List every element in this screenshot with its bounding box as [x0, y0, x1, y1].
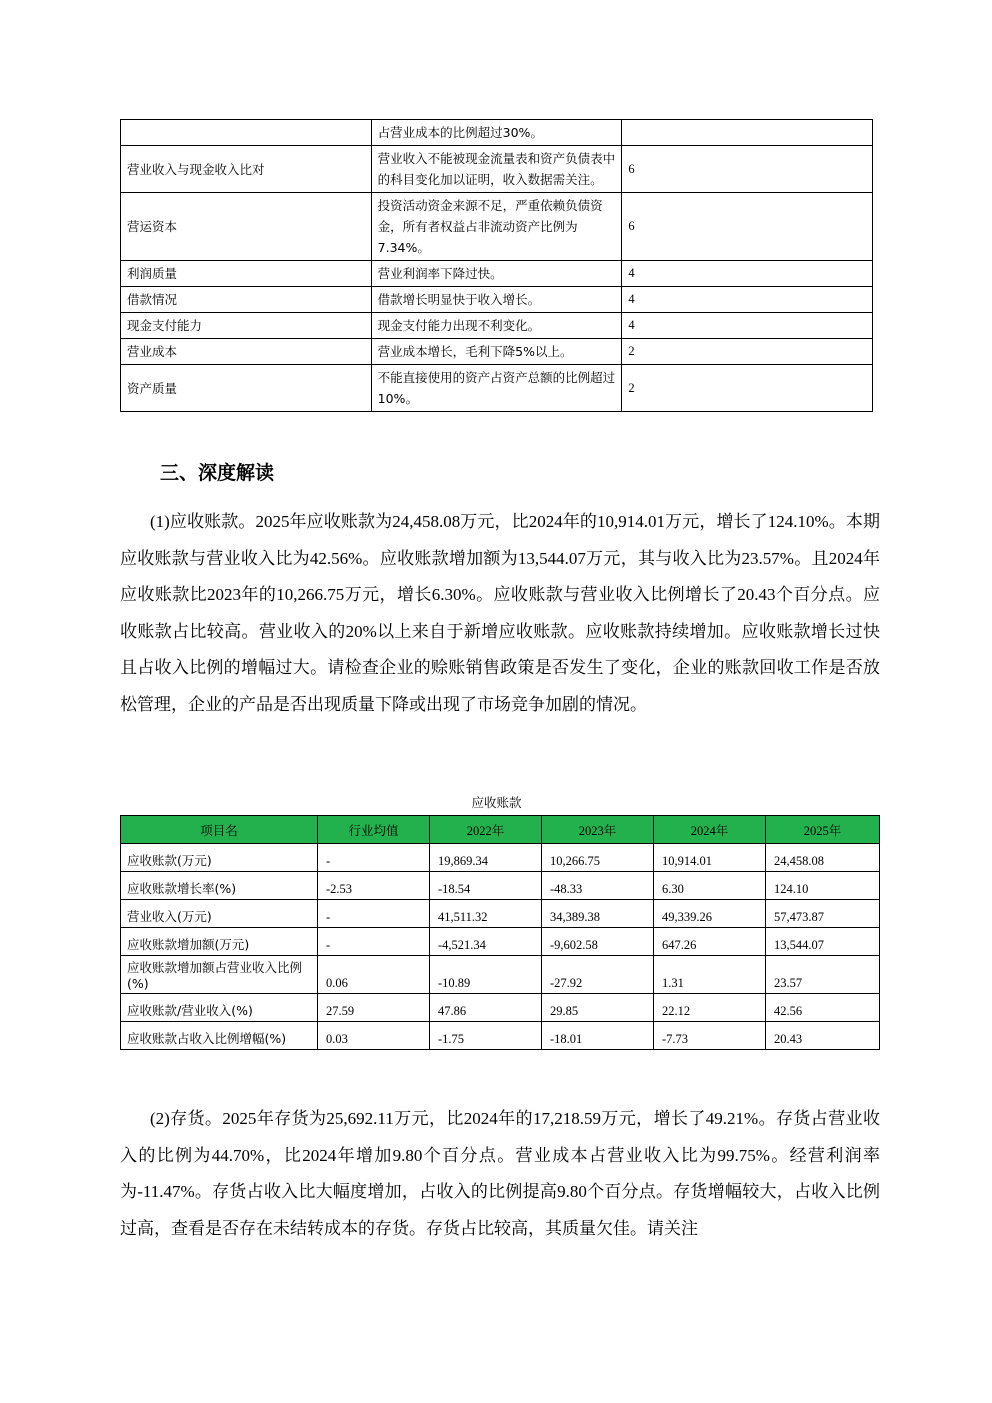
table-row — [121, 956, 880, 994]
risk-item-description: 占营业成本的比例超过30%。 — [371, 120, 622, 146]
table-cell: 34,389.38 — [542, 900, 654, 928]
row-label: 营业收入(万元) — [121, 900, 318, 928]
row-label: 应收账款占收入比例增幅(%) — [121, 1022, 318, 1050]
section-heading: 三、深度解读 — [160, 462, 275, 484]
column-header: 2024年 — [654, 816, 766, 844]
table-row — [121, 1022, 880, 1050]
table-cell: -1.75 — [430, 1022, 542, 1050]
risk-item-score: 2 — [622, 365, 873, 412]
risk-row — [121, 313, 873, 339]
table-cell: -9,602.58 — [542, 928, 654, 956]
risk-item-name: 营运资本 — [121, 193, 372, 261]
risk-item-description: 投资活动资金来源不足，严重依赖负债资金，所有者权益占非流动资产比例为7.34%。 — [371, 193, 622, 261]
table-cell: 0.06 — [318, 956, 430, 994]
row-label: 应收账款(万元) — [121, 844, 318, 872]
risk-row — [121, 120, 873, 146]
table-cell: 647.26 — [654, 928, 766, 956]
risk-item-name — [121, 120, 372, 146]
table-cell: 24,458.08 — [766, 844, 880, 872]
column-header: 2023年 — [542, 816, 654, 844]
column-header: 2025年 — [766, 816, 880, 844]
row-label: 应收账款增加额(万元) — [121, 928, 318, 956]
risk-item-description: 营业收入不能被现金流量表和资产负债表中的科目变化加以证明，收入数据需关注。 — [371, 146, 622, 193]
risk-item-name: 营业收入与现金收入比对 — [121, 146, 372, 193]
table-row — [121, 872, 880, 900]
table-cell: 57,473.87 — [766, 900, 880, 928]
table-caption: 应收账款 — [471, 795, 522, 810]
table-row — [121, 844, 880, 872]
table-cell: 49,339.26 — [654, 900, 766, 928]
receivables-paragraph: (1)应收账款。2025年应收账款为24,458.08万元，比2024年的10,914.01万元，增长了124.10%。本期应收账款与营业收入比为42.56%。应收账款增加额为13,544.07万元，其与收入比为23.57%。且2024年应收账款比2023年的10,266.75万元，增长6.30%。应收账款与营业收入比例增长了20.43个百分点。应收账款占比较高。营业收入的20%以上来自于新增应收账款。应收账款持续增加。应收账款增长过快且占收入比例的增幅过大。请检查企业的赊账销售政策是否发生了变化，企业的账款回收工作是否放松管理，企业的产品是否出现质量下降或出现了市场竞争加剧的情况。 — [120, 512, 880, 714]
risk-row — [121, 193, 873, 261]
risk-item-description: 营业利润率下降过快。 — [371, 261, 622, 287]
risk-item-name: 资产质量 — [121, 365, 372, 412]
risk-item-name: 营业成本 — [121, 339, 372, 365]
risk-item-score — [622, 120, 873, 146]
risk-assessment-table — [120, 119, 873, 412]
table-cell: 10,266.75 — [542, 844, 654, 872]
table-cell: 47.86 — [430, 994, 542, 1022]
inventory-paragraph: (2)存货。2025年存货为25,692.11万元，比2024年的17,218.59万元，增长了49.21%。存货占营业收入的比例为44.70%，比2024年增加9.80个百分点。营业成本占营业收入比为99.75%。经营利润率为-11.47%。存货占收入比大幅度增加，占收入的比例提高9.80个百分点。存货增幅较大，占收入比例过高，查看是否存在未结转成本的存货。存货占比较高，其质量欠佳。请关注 — [120, 1109, 880, 1238]
table-cell: 10,914.01 — [654, 844, 766, 872]
table-cell: 13,544.07 — [766, 928, 880, 956]
risk-item-description: 不能直接使用的资产占资产总额的比例超过10%。 — [371, 365, 622, 412]
table-cell: -18.54 — [430, 872, 542, 900]
table-cell: 1.31 — [654, 956, 766, 994]
table-cell: -10.89 — [430, 956, 542, 994]
risk-item-name: 利润质量 — [121, 261, 372, 287]
table-cell: 19,869.34 — [430, 844, 542, 872]
risk-item-score: 6 — [622, 193, 873, 261]
table-cell: - — [318, 844, 430, 872]
risk-item-score: 6 — [622, 146, 873, 193]
table-cell: -18.01 — [542, 1022, 654, 1050]
table-cell: 27.59 — [318, 994, 430, 1022]
risk-row — [121, 339, 873, 365]
risk-row — [121, 146, 873, 193]
table-cell: 0.03 — [318, 1022, 430, 1050]
risk-item-description: 营业成本增长，毛利下降5%以上。 — [371, 339, 622, 365]
table-cell: - — [318, 900, 430, 928]
table-cell: 23.57 — [766, 956, 880, 994]
column-header: 项目名 — [121, 816, 318, 844]
table-cell: 41,511.32 — [430, 900, 542, 928]
table-cell: -27.92 — [542, 956, 654, 994]
table-row — [121, 900, 880, 928]
table-row — [121, 994, 880, 1022]
risk-item-name: 借款情况 — [121, 287, 372, 313]
table-cell: 22.12 — [654, 994, 766, 1022]
table-cell: -7.73 — [654, 1022, 766, 1050]
risk-item-score: 4 — [622, 313, 873, 339]
table-row — [121, 928, 880, 956]
risk-item-score: 2 — [622, 339, 873, 365]
receivables-table — [120, 815, 880, 1050]
table-cell: 124.10 — [766, 872, 880, 900]
risk-row — [121, 261, 873, 287]
table-cell: -4,521.34 — [430, 928, 542, 956]
risk-item-score: 4 — [622, 287, 873, 313]
table-cell: - — [318, 928, 430, 956]
risk-row — [121, 287, 873, 313]
risk-row — [121, 365, 873, 412]
risk-item-score: 4 — [622, 261, 873, 287]
table-cell: -2.53 — [318, 872, 430, 900]
table-cell: 6.30 — [654, 872, 766, 900]
risk-item-name: 现金支付能力 — [121, 313, 372, 339]
risk-item-description: 现金支付能力出现不利变化。 — [371, 313, 622, 339]
row-label: 应收账款增长率(%) — [121, 872, 318, 900]
table-cell: 29.85 — [542, 994, 654, 1022]
table-cell: 20.43 — [766, 1022, 880, 1050]
row-label: 应收账款增加额占营业收入比例(%) — [121, 956, 318, 994]
column-header: 行业均值 — [318, 816, 430, 844]
column-header: 2022年 — [430, 816, 542, 844]
row-label: 应收账款/营业收入(%) — [121, 994, 318, 1022]
table-cell: 42.56 — [766, 994, 880, 1022]
table-cell: -48.33 — [542, 872, 654, 900]
risk-item-description: 借款增长明显快于收入增长。 — [371, 287, 622, 313]
